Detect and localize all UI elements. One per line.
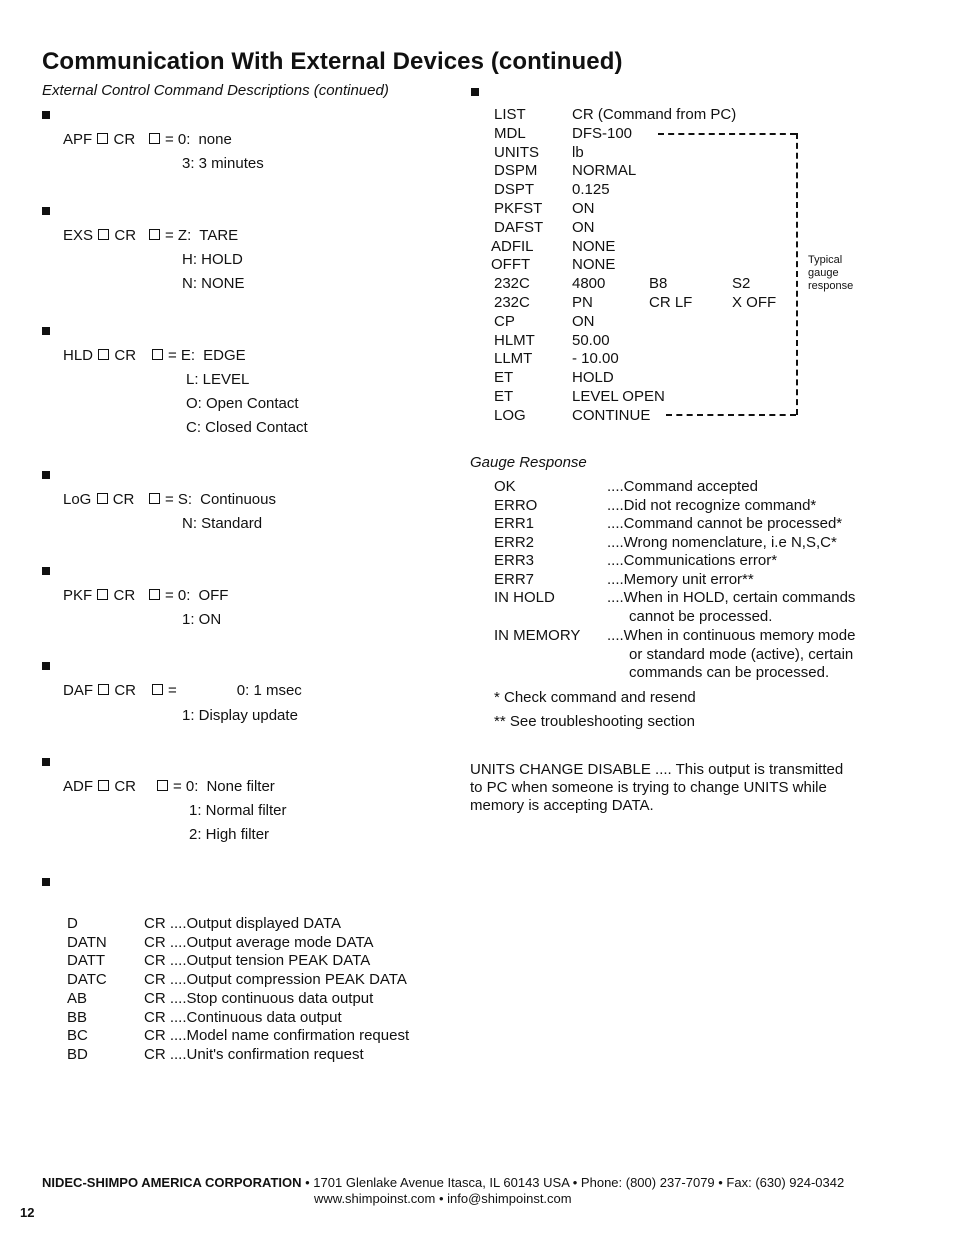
list-value: CR (Command from PC) <box>572 106 737 123</box>
command-cr: CR <box>114 227 137 244</box>
response-code: IN HOLD <box>494 589 555 606</box>
list-value: NORMAL <box>572 162 637 180</box>
list-key: DSPM <box>494 162 538 180</box>
list-key: LOG <box>494 406 526 424</box>
response-desc: ....Did not recognize command* <box>607 496 817 514</box>
response-code: OK <box>494 478 516 495</box>
list-value: - 10.00 <box>572 350 619 368</box>
command-option: N: NONE <box>182 275 245 292</box>
list-value: PN <box>572 294 593 311</box>
data-command-code: AB <box>67 989 88 1007</box>
typical-response-label: Typical gauge response <box>808 254 854 292</box>
command-bullet <box>42 111 50 119</box>
data-command-desc: CR ....Output average mode DATA <box>144 933 374 951</box>
data-command-code: BD <box>67 1045 88 1063</box>
placeholder-box <box>97 493 108 504</box>
command-option-line <box>148 131 232 149</box>
command-option: None filter <box>206 778 275 795</box>
footer-company: NIDEC-SHIMPO AMERICA CORPORATION <box>42 1175 302 1190</box>
command-equals: = 0: <box>173 778 199 795</box>
command-line <box>63 347 136 365</box>
response-desc: commands can be processed. <box>629 664 830 681</box>
list-value: ON <box>572 312 595 330</box>
command-equals: = Z: <box>165 227 192 244</box>
command-line <box>63 131 135 149</box>
command-option: H: HOLD <box>182 251 243 268</box>
response-desc: ....Wrong nomenclature, i.e N,S,C* <box>607 533 837 551</box>
command-option: 1: Display update <box>182 707 298 724</box>
list-key: 232C <box>494 275 530 293</box>
list-key: 232C <box>494 294 530 311</box>
placeholder-box <box>149 229 160 240</box>
command-cr: CR <box>114 347 137 364</box>
list-value: CONTINUE <box>572 406 651 424</box>
response-desc: ....Command accepted <box>607 478 758 495</box>
list-key: MDL <box>494 124 526 142</box>
page-number: 12 <box>20 1205 35 1220</box>
data-command-code: BB <box>67 1008 88 1026</box>
response-desc: ....When in HOLD, certain commands <box>607 589 856 606</box>
command-cr: CR <box>114 778 137 795</box>
response-desc: ....Memory unit error** <box>607 570 754 588</box>
units-change-line-3: memory is accepting DATA. <box>470 797 654 814</box>
response-desc: cannot be processed. <box>629 607 773 625</box>
command-option-line <box>151 682 302 700</box>
list-key: LLMT <box>494 350 533 368</box>
list-value: NONE <box>572 237 616 255</box>
data-command-code: D <box>67 915 78 932</box>
command-option: EDGE <box>203 347 246 364</box>
command-equals: = 0: <box>165 131 191 148</box>
data-command-desc: CR ....Output tension PEAK DATA <box>144 952 371 970</box>
placeholder-box <box>98 229 109 240</box>
command-option: N: Standard <box>182 515 263 532</box>
data-command-desc: CR ....Stop continuous data output <box>144 989 374 1007</box>
note-check-command: * Check command and resend <box>494 689 696 706</box>
command-code: LoG <box>63 491 92 508</box>
data-command-desc: CR ....Output compression PEAK DATA <box>144 971 407 989</box>
command-equals: = S: <box>165 491 193 508</box>
command-option-line <box>151 347 246 365</box>
command-option: 2: High filter <box>189 826 270 843</box>
footer-web: www.shimpoinst.com • info@shimpoinst.com <box>314 1191 572 1206</box>
note-troubleshooting: ** See troubleshooting section <box>494 713 695 730</box>
command-line <box>63 491 134 509</box>
command-option: L: LEVEL <box>186 371 250 388</box>
list-value-2: CR LF <box>649 294 693 311</box>
list-value: NONE <box>572 256 616 274</box>
command-line <box>63 587 135 605</box>
command-bullet <box>42 327 50 335</box>
command-line <box>63 778 136 796</box>
placeholder-box <box>98 684 109 695</box>
command-cr: CR <box>114 682 137 699</box>
response-code: ERR2 <box>494 533 535 551</box>
units-change-line-2: to PC when someone is trying to change UNITS while <box>470 779 827 796</box>
placeholder-box <box>98 780 109 791</box>
command-option: 1: ON <box>182 611 222 628</box>
command-bullet <box>42 758 50 766</box>
list-key: LIST <box>494 106 526 123</box>
placeholder-box <box>152 684 163 695</box>
response-code: ERR3 <box>494 552 535 569</box>
list-value: HOLD <box>572 369 614 387</box>
data-command-desc: CR ....Continuous data output <box>144 1008 342 1026</box>
command-cr: CR <box>112 491 135 508</box>
command-cr: CR <box>113 587 136 604</box>
command-bullet <box>42 207 50 215</box>
list-key: UNITS <box>494 143 539 161</box>
placeholder-box <box>98 349 109 360</box>
placeholder-box <box>149 133 160 144</box>
data-command-desc: CR ....Model name confirmation request <box>144 1027 410 1045</box>
list-key: ET <box>494 369 514 387</box>
command-code: DAF <box>63 682 93 699</box>
list-key: DSPT <box>494 181 535 199</box>
list-value: 50.00 <box>572 331 610 349</box>
list-value: ON <box>572 218 595 236</box>
list-key: CP <box>494 312 515 330</box>
list-value: ON <box>572 200 595 217</box>
response-desc: ....Communications error* <box>607 552 778 569</box>
list-value-3: X OFF <box>732 294 777 311</box>
list-bullet <box>471 88 479 96</box>
command-code: PKF <box>63 587 93 604</box>
list-value: DFS-100 <box>572 124 633 142</box>
placeholder-box <box>97 133 108 144</box>
placeholder-box <box>149 589 160 600</box>
command-option: 1: Normal filter <box>189 802 287 819</box>
command-cr: CR <box>113 131 136 148</box>
command-code: HLD <box>63 347 94 364</box>
response-code: ERR7 <box>494 570 535 588</box>
command-bullet <box>42 662 50 670</box>
command-equals: = E: <box>168 347 196 364</box>
footer-contact: • 1701 Glenlake Avenue Itasca, IL 60143 USA • Phone: (800) 237-7079 • Fax: (630) 924-0342 <box>301 1175 845 1190</box>
command-line <box>63 682 136 700</box>
response-desc: ....Command cannot be processed* <box>607 515 843 532</box>
bracket-side <box>796 133 798 415</box>
data-command-bullet <box>42 878 50 886</box>
footer-address <box>42 1174 844 1192</box>
command-code: APF <box>63 131 93 148</box>
section-subtitle: External Control Command Descriptions (continued) <box>42 82 389 99</box>
list-key: HLMT <box>494 331 535 349</box>
gauge-response-heading: Gauge Response <box>470 454 587 471</box>
data-command-code: DATC <box>67 971 107 989</box>
response-code: IN MEMORY <box>494 627 581 644</box>
list-key: ADFIL <box>491 237 534 255</box>
page-title: Communication With External Devices (continued) <box>42 48 623 75</box>
response-desc: or standard mode (active), certain <box>629 645 854 663</box>
list-value-3: S2 <box>732 275 751 293</box>
response-code: ERR1 <box>494 515 535 532</box>
placeholder-box <box>152 349 163 360</box>
command-line <box>63 227 136 245</box>
data-command-desc: CR ....Unit's confirmation request <box>144 1045 364 1063</box>
data-command-code: DATN <box>67 933 107 951</box>
command-option-line <box>148 227 238 245</box>
list-key: DAFST <box>494 218 544 236</box>
command-bullet <box>42 471 50 479</box>
command-option: 0: 1 msec <box>236 682 302 699</box>
command-option-line <box>148 587 228 605</box>
placeholder-box <box>157 780 168 791</box>
data-command-code: DATT <box>67 952 106 970</box>
command-equals: = 0: <box>165 587 191 604</box>
command-option: OFF <box>198 587 229 604</box>
command-option: none <box>198 131 232 148</box>
units-change-line-1: UNITS CHANGE DISABLE .... This output is transmitted <box>470 761 844 778</box>
data-command-desc: CR ....Output displayed DATA <box>144 915 342 932</box>
command-option-line <box>156 778 275 796</box>
bracket-top <box>658 133 796 135</box>
command-option-line <box>148 491 276 509</box>
command-option: 3: 3 minutes <box>182 155 264 172</box>
list-value: 4800 <box>572 275 606 293</box>
list-value: 0.125 <box>572 181 610 199</box>
command-code: EXS <box>63 227 94 244</box>
command-bullet <box>42 567 50 575</box>
placeholder-box <box>97 589 108 600</box>
command-option: TARE <box>199 227 239 244</box>
response-code: ERRO <box>494 496 538 514</box>
bracket-bottom <box>666 414 796 416</box>
command-option: C: Closed Contact <box>186 419 308 436</box>
response-desc: ....When in continuous memory mode <box>607 627 856 644</box>
command-code: ADF <box>63 778 93 795</box>
list-value-2: B8 <box>649 275 668 293</box>
list-key: OFFT <box>491 256 531 274</box>
command-option: O: Open Contact <box>186 395 299 412</box>
command-equals: = <box>168 682 177 699</box>
list-key: PKFST <box>494 200 543 217</box>
data-command-code: BC <box>67 1027 88 1045</box>
command-option: Continuous <box>200 491 276 508</box>
list-value: LEVEL OPEN <box>572 388 665 405</box>
list-value: lb <box>572 143 584 161</box>
list-key: ET <box>494 388 514 405</box>
placeholder-box <box>149 493 160 504</box>
